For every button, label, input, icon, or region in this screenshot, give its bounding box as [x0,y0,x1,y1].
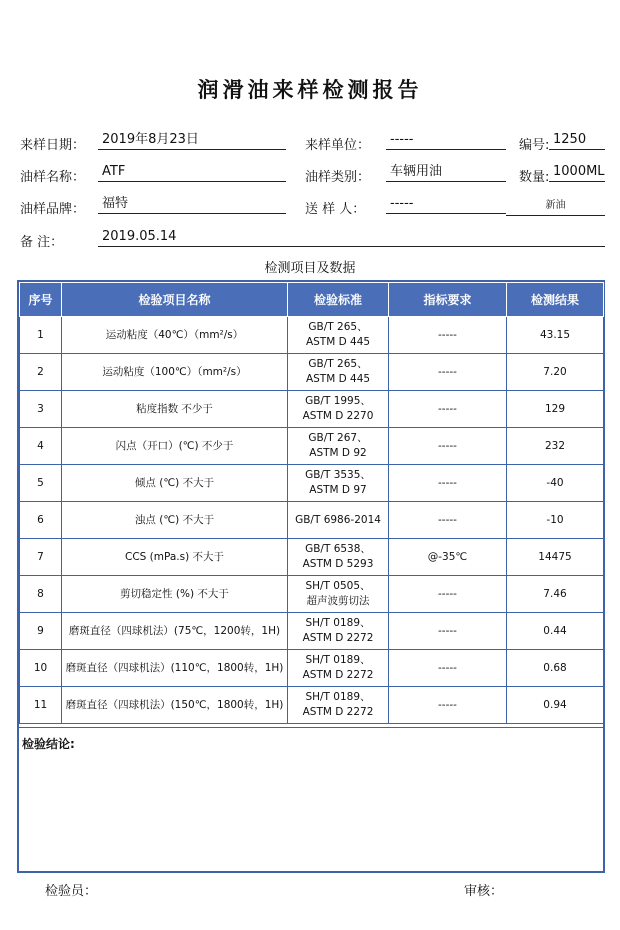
table-row [20,613,604,650]
cell-standard [288,428,389,465]
results-table-frame [17,280,605,873]
cell-no: 5 [20,465,62,502]
cell-requirement: @-35℃ [389,539,507,576]
cell-item: 浊点 (℃) 不大于 [62,502,288,539]
cell-item: CCS (mPa.s) 不大于 [62,539,288,576]
cell-standard [288,539,389,576]
section-caption: 检测项目及数据 [264,261,356,276]
standard-line-1: GB/T 6986-2014 [295,513,381,526]
header-requirement: 指标要求 [389,283,507,317]
standard-line-2: ASTM D 97 [309,484,367,496]
standard-line-1: GB/T 267、 [308,432,368,444]
cell-item: 运动粘度（100℃）（mm²/s） [62,354,288,391]
standard-line-2: ASTM D 445 [305,373,371,385]
header-item: 检验项目名称 [62,283,288,317]
oil-status-field[interactable]: 新油 [506,197,605,216]
cell-item: 剪切稳定性 (%) 不大于 [62,576,288,613]
standard-line-2: ASTM D 92 [309,447,367,459]
reviewer-label: 审核： [464,884,504,899]
inspector-label: 检验员： [45,884,98,899]
standard-line-2: ASTM D 445 [305,336,371,348]
cell-result: 129 [507,391,604,428]
table-row [20,428,604,465]
cell-item: 磨斑直径（四球机法）(75℃，1200转，1H) [62,613,288,650]
table-row [20,576,604,613]
table-row [20,539,604,576]
standard-line-2: ASTM D 2272 [302,706,374,718]
standard-line-1: GB/T 265、 [308,358,368,370]
cell-result: 43.15 [507,317,604,354]
cell-requirement: ----- [389,317,507,354]
sample-date-field[interactable]: 2019年8月23日 [98,131,286,150]
cell-standard [288,613,389,650]
header-no: 序号 [20,283,62,317]
cell-requirement: ----- [389,428,507,465]
standard-line-1: SH/T 0505、 [305,580,371,592]
sample-type-field[interactable]: 车辆用油 [386,163,506,182]
sample-unit-label: 来样单位： [305,138,371,153]
cell-item: 运动粘度（40℃）（mm²/s） [62,317,288,354]
quantity-field[interactable]: 1000ML [549,163,605,182]
standard-line-1: GB/T 6538、 [305,543,371,555]
results-table [19,282,604,724]
number-label: 编号: [519,138,550,153]
cell-no: 10 [20,650,62,687]
cell-no: 7 [20,539,62,576]
table-row [20,354,604,391]
standard-line-2: ASTM D 2272 [302,669,374,681]
standard-line-2: ASTM D 2270 [302,410,374,422]
table-row [20,391,604,428]
cell-item: 倾点 (℃) 不大于 [62,465,288,502]
standard-line-2: ASTM D 2272 [302,632,374,644]
report-title: 润滑油来样检测报告 [197,77,423,102]
cell-standard [288,391,389,428]
cell-standard [288,502,389,539]
conclusion-label: 检验结论: [22,737,75,751]
sender-label: 送 样 人： [305,202,366,217]
table-row [20,317,604,354]
cell-result: 7.46 [507,576,604,613]
cell-no: 3 [20,391,62,428]
cell-result: 0.44 [507,613,604,650]
cell-no: 8 [20,576,62,613]
standard-line-1: GB/T 1995、 [305,395,371,407]
note-label: 备 注： [20,235,64,250]
cell-item: 磨斑直径（四球机法）(150℃，1800转，1H) [62,687,288,724]
standard-line-1: GB/T 265、 [308,321,368,333]
cell-result: 7.20 [507,354,604,391]
number-field[interactable]: 1250 [549,131,605,150]
sample-date-label: 来样日期： [20,138,86,153]
cell-requirement: ----- [389,354,507,391]
cell-standard [288,317,389,354]
standard-line-1: SH/T 0189、 [305,617,371,629]
cell-item: 磨斑直径（四球机法）(110℃，1800转，1H) [62,650,288,687]
note-field[interactable]: 2019.05.14 [98,228,605,247]
cell-requirement: ----- [389,576,507,613]
sample-brand-label: 油样品牌： [20,202,86,217]
sample-name-label: 油样名称： [20,170,86,185]
cell-no: 6 [20,502,62,539]
cell-result: 0.94 [507,687,604,724]
conclusion-box[interactable] [19,727,603,873]
table-row [20,465,604,502]
sample-brand-field[interactable]: 福特 [98,195,286,214]
cell-no: 9 [20,613,62,650]
table-header-row [20,283,604,317]
cell-no: 11 [20,687,62,724]
cell-standard [288,650,389,687]
header-standard: 检验标准 [288,283,389,317]
cell-item: 粘度指数 不少于 [62,391,288,428]
table-row [20,502,604,539]
sample-unit-field[interactable]: ----- [386,131,506,150]
cell-requirement: ----- [389,613,507,650]
standard-line-2: ASTM D 5293 [302,558,374,570]
sender-field[interactable]: ----- [386,195,506,214]
cell-result: -40 [507,465,604,502]
cell-requirement: ----- [389,502,507,539]
header-result: 检测结果 [507,283,604,317]
cell-result: -10 [507,502,604,539]
cell-item: 闪点（开口）(℃) 不少于 [62,428,288,465]
sample-type-label: 油样类别： [305,170,371,185]
standard-line-1: GB/T 3535、 [305,469,371,481]
cell-standard [288,576,389,613]
standard-line-1: SH/T 0189、 [305,654,371,666]
quantity-label: 数量: [519,170,550,185]
cell-no: 1 [20,317,62,354]
cell-result: 232 [507,428,604,465]
cell-result: 14475 [507,539,604,576]
cell-requirement: ----- [389,687,507,724]
cell-requirement: ----- [389,650,507,687]
cell-requirement: ----- [389,465,507,502]
cell-standard [288,354,389,391]
standard-line-1: SH/T 0189、 [305,691,371,703]
cell-standard [288,687,389,724]
standard-line-2: 超声波剪切法 [306,595,370,607]
cell-no: 2 [20,354,62,391]
table-row [20,687,604,724]
sample-name-field[interactable]: ATF [98,163,286,182]
table-row [20,650,604,687]
cell-standard [288,465,389,502]
cell-result: 0.68 [507,650,604,687]
cell-no: 4 [20,428,62,465]
cell-requirement: ----- [389,391,507,428]
